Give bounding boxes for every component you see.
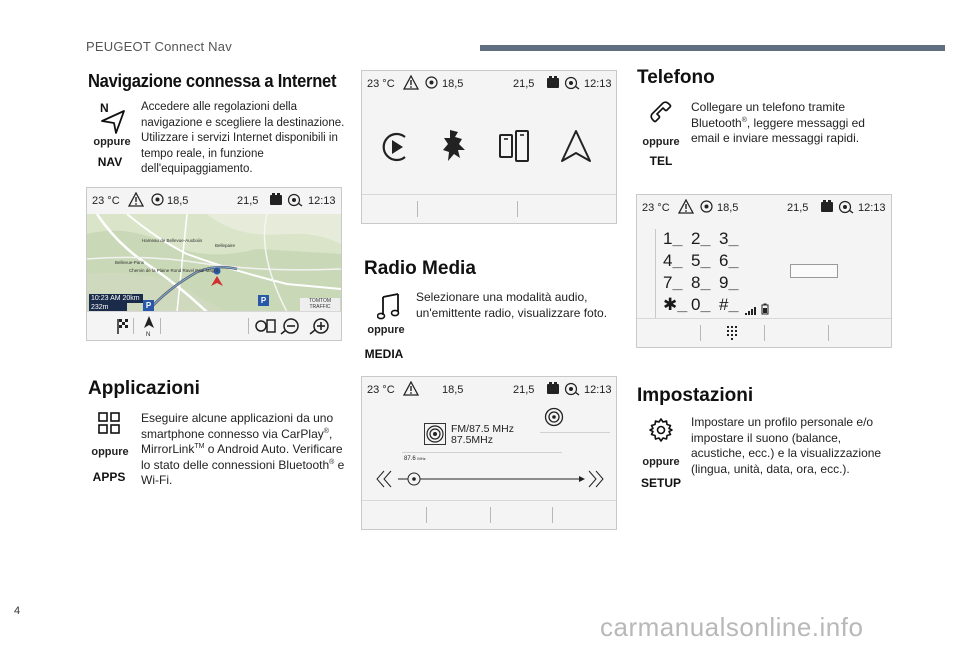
oppure-label: oppure	[642, 136, 680, 148]
svg-text:Chemin de la Plaine Rond Ravel: Chemin de la Plaine Rond Ravel Paul Magni	[129, 268, 218, 273]
music-note-icon	[377, 293, 401, 321]
climate-right: 21,5	[513, 78, 535, 90]
status-bar	[637, 195, 891, 221]
eta-box: 10:23 AM 20km	[89, 294, 143, 303]
fan-icon	[151, 193, 164, 206]
climate-left: 18,5	[442, 78, 464, 90]
station-frequency: FM/87.5 MHz	[451, 423, 515, 435]
phone-toolbar	[637, 318, 891, 347]
setup-key-label: SETUP	[640, 476, 681, 490]
radio-source-icon[interactable]	[544, 407, 564, 427]
nav-section-title: Navigazione connessa a Internet	[88, 71, 337, 91]
climate-left: 18,5	[442, 384, 464, 396]
zoom-out-icon[interactable]	[280, 317, 302, 335]
zoom-in-icon[interactable]	[309, 317, 331, 335]
clock: 12:13	[308, 195, 336, 207]
svg-text:Bellepaire: Bellepaire	[215, 243, 236, 248]
phone-handset-icon	[649, 100, 673, 124]
clock: 12:13	[584, 78, 612, 90]
phone-description: Collegare un telefono tramite Bluetooth®, leggere messaggi ed email e inviare messaggi rapidi.	[691, 100, 865, 145]
page-number: 4	[14, 605, 21, 617]
svg-text:Bellevue-Paris: Bellevue-Paris	[115, 260, 145, 265]
radio-toolbar	[362, 500, 616, 529]
keypad-toggle-icon[interactable]	[727, 326, 737, 340]
watermark: carmanualsonline.info	[600, 612, 864, 642]
outside-temp: 23 °C	[367, 384, 395, 396]
oppure-label: oppure	[93, 136, 131, 148]
warning-icon	[678, 199, 694, 214]
document-header-title: PEUGEOT Connect Nav	[86, 39, 232, 54]
dial-key[interactable]: 0__	[691, 295, 711, 314]
svg-text:Hameau de Bellevue-Auxboiis: Hameau de Bellevue-Auxboiis	[142, 238, 203, 243]
svg-text:N: N	[100, 101, 109, 115]
battery-icon	[820, 200, 834, 213]
android-auto-icon[interactable]	[560, 129, 592, 163]
phone-section-title: Telefono	[637, 67, 715, 88]
status-bar	[87, 188, 341, 214]
peugeot-lion-icon[interactable]	[440, 128, 468, 164]
checkered-flag-icon[interactable]	[116, 318, 130, 334]
mirrorlink-icon[interactable]	[498, 129, 530, 163]
fan-icon	[700, 200, 713, 213]
frequency-marker: 87.6 MHz	[404, 456, 426, 462]
phone-screen	[636, 194, 892, 348]
settings-gear-icon	[648, 417, 674, 443]
apps-section-title: Applicazioni	[88, 378, 200, 399]
dial-key[interactable]: 6__	[719, 251, 739, 270]
dial-key[interactable]: 8__	[691, 273, 711, 292]
climate-left: 18,5	[167, 195, 189, 207]
dial-keypad	[661, 229, 751, 321]
station-logo-icon	[424, 423, 446, 445]
settings-section-title: Impostazioni	[637, 385, 754, 406]
map-settings-icon[interactable]	[254, 317, 276, 335]
station-info	[451, 424, 514, 446]
header-bar	[480, 45, 945, 51]
signal-strength-icon	[745, 305, 759, 315]
traffic-badge: TOMTOM TRAFFIC	[300, 298, 340, 312]
menu-toolbar	[362, 194, 616, 223]
compass-icon[interactable]	[142, 315, 156, 337]
parking-icon: P	[143, 300, 154, 311]
carplay-icon[interactable]	[381, 131, 411, 163]
dial-key[interactable]: 5__	[691, 251, 711, 270]
warning-icon	[403, 75, 419, 90]
climate-right: 21,5	[513, 384, 535, 396]
clock: 12:13	[584, 384, 612, 396]
distance-box: 232m	[89, 303, 127, 312]
oppure-label: oppure	[91, 446, 129, 458]
status-bar	[362, 377, 616, 403]
climate-right: 21,5	[787, 202, 809, 214]
gps-icon	[564, 76, 580, 90]
outside-temp: 23 °C	[92, 195, 120, 207]
gps-icon	[287, 193, 303, 207]
dial-key[interactable]: 3__	[719, 229, 739, 248]
climate-right: 21,5	[237, 195, 259, 207]
phone-battery-icon	[761, 303, 769, 315]
svg-text:N: N	[146, 332, 151, 337]
battery-icon	[269, 193, 283, 206]
apps-description: Eseguire alcune applicazioni da uno smartphone connesso via CarPlay®, MirrorLink™ o Android Auto. Verificare lo stato delle connessioni Bluetooth® e Wi-Fi.	[141, 411, 345, 487]
climate-left: 18,5	[717, 202, 739, 214]
warning-icon	[128, 192, 144, 207]
clock: 12:13	[858, 202, 886, 214]
outside-temp: 23 °C	[642, 202, 670, 214]
gps-icon	[838, 200, 854, 214]
nav-description: Accedere alle regolazioni della navigazione e scegliere la destinazione. Utilizzare i servizi Internet disponibili in tempo reale, in funzione dell'equipaggiamento.	[141, 101, 345, 175]
status-bar	[362, 71, 616, 97]
dial-key[interactable]: 7__	[663, 273, 683, 292]
nav-arrow-icon	[98, 101, 128, 135]
media-key-label: MEDIA	[364, 347, 404, 361]
radio-screen	[361, 376, 617, 530]
warning-icon	[403, 381, 419, 396]
radio-description: Selezionare una modalità audio, un'emittente radio, visualizzare foto.	[416, 290, 608, 320]
oppure-label: oppure	[642, 456, 680, 468]
battery-icon	[546, 76, 560, 89]
dial-key[interactable]: ✱__	[663, 295, 688, 314]
station-name: 87.5MHz	[451, 434, 494, 446]
settings-description: Impostare un profilo personale e/o impostare il suono (balance, acustiche, ecc.) e la visualizzazione (lingua, unità, data, ora, ecc.).	[691, 415, 882, 476]
frequency-slider[interactable]	[374, 467, 606, 491]
nav-key-label: NAV	[97, 155, 123, 169]
dial-key[interactable]: 1__	[663, 229, 683, 248]
nav-toolbar	[87, 311, 341, 340]
main-menu-screen	[361, 70, 617, 224]
parking-icon: P	[258, 295, 269, 306]
dial-key[interactable]: 4__	[663, 251, 683, 270]
dial-key[interactable]: 2__	[691, 229, 711, 248]
dial-key[interactable]: #__	[719, 295, 739, 314]
tel-key-label: TEL	[649, 154, 673, 168]
oppure-label: oppure	[367, 324, 405, 336]
gps-icon	[564, 382, 580, 396]
apps-key-label: APPS	[92, 470, 126, 484]
dial-key[interactable]: 9__	[719, 273, 739, 292]
radio-section-title: Radio Media	[364, 258, 476, 279]
outside-temp: 23 °C	[367, 78, 395, 90]
apps-grid-icon	[98, 412, 120, 434]
nav-screen	[86, 187, 342, 341]
dial-number-field[interactable]	[790, 264, 838, 278]
battery-icon	[546, 382, 560, 395]
fan-icon	[425, 76, 438, 89]
